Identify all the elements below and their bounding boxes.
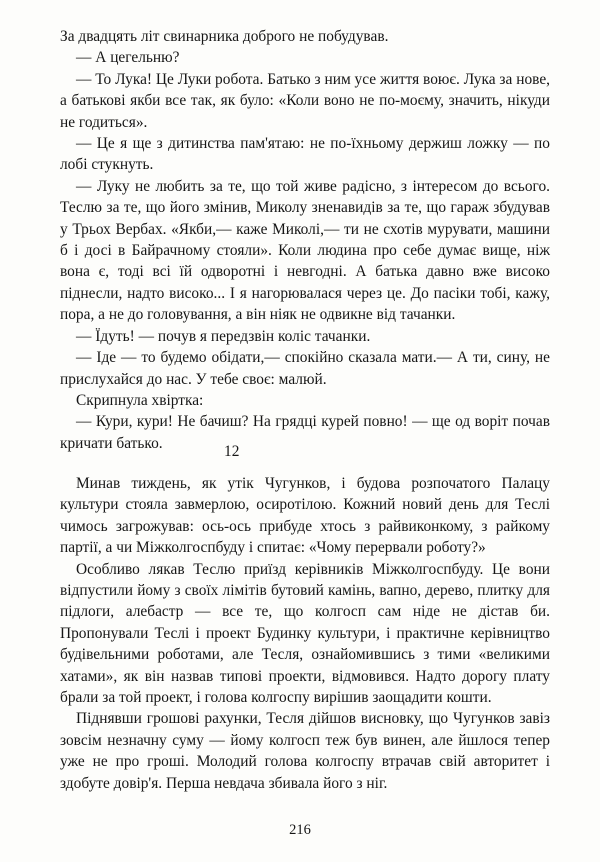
paragraph: Особливо лякав Теслю приїзд керівників Міжколгоспбуду. Це вони відпустили йому з своїх лімітів бутовий камінь, вапно, дерево, плитку для підлоги, алебастр — все те, що колгосп сам ніде не дістав би. Пропонували Теслі і проект Будинку культури, і практичне керівництво будівельними роботами, але Тесля, ознайомившись з тими «великими хатами», як він назвав типові проекти, відмовився. Надто дорогу плату брали за той проект, і голова колгоспу вирішив заощадити кошти. bbox=[60, 560, 550, 707]
paragraph: Скрипнула хвіртка: bbox=[76, 391, 204, 409]
paragraph: Минав тиждень, як утік Чугунков, і будова розпочатого Палацу культури стояла завмерлою, осиротілою. Кожний новий день для Теслі чимось загрожував: ось-ось прибуде хтось з райвиконкому, з райкому партії, а чи Міжколгоспбуду і спитає: «Чому перервали роботу?» bbox=[60, 475, 550, 557]
chapter-number: 12 bbox=[224, 443, 240, 460]
page-number: 216 bbox=[289, 822, 311, 838]
paragraph: За двадцять літ свинарника доброго не побудував. bbox=[60, 28, 389, 45]
paragraph: — Кури, кури! Не бачиш? На грядці курей повно! — ще од воріт почав кричати батько. bbox=[60, 413, 550, 452]
paragraph: — Це я ще з дитинства пам'ятаю: не по-їхньому держиш ложку — по лобі стукнуть. bbox=[60, 135, 550, 174]
paragraph: Піднявши грошові рахунки, Тесля дійшов висновку, що Чугунков завіз зовсім незначну суму — йому колгосп теж був винен, але йшлося тепер уже не про гроші. Молодий голова колгоспу втрачав свій авторитет і здобуте довір'я. Перша невдача збивала його з ніг. bbox=[60, 710, 550, 792]
paragraph: — А цегельню? bbox=[76, 49, 180, 67]
paragraph: — То Лука! Це Луки робота. Батько з ним усе життя воює. Лука за нове, а батькові якби все так, як було: «Коли воно не по-моєму, значить, нікуди не годиться». bbox=[60, 70, 550, 131]
paragraph: — Іде — то будемо обідати,— спокійно сказала мати.— А ти, сину, не прислухайся до нас. У тебе своє: малюй. bbox=[60, 349, 550, 388]
paragraph: — Луку не любить за те, що той живе радісно, з інтересом до всього. Теслю за те, що його змінив, Миколу зненавидів за те, що гараж збудував у Трьох Вербах. «Якби,— каже Миколі,— ти не схотів мурувати, машини б і досі в Байрачному стояли». Коли людина про себе думає вище, ніж вона є, тоді всі їй одворотні і невгодні. А батька давно вже високо піднесли, надто високо... І я нагорювалася через це. До пасіки тобі, кажу, пора, а не до головування, а він ніяк не одвикне від тачанки. bbox=[60, 177, 550, 324]
text-block-top bbox=[60, 26, 550, 454]
paragraph: — Їдуть! — почув я передзвін коліс тачанки. bbox=[76, 327, 371, 345]
text-block-chapter bbox=[60, 473, 550, 794]
